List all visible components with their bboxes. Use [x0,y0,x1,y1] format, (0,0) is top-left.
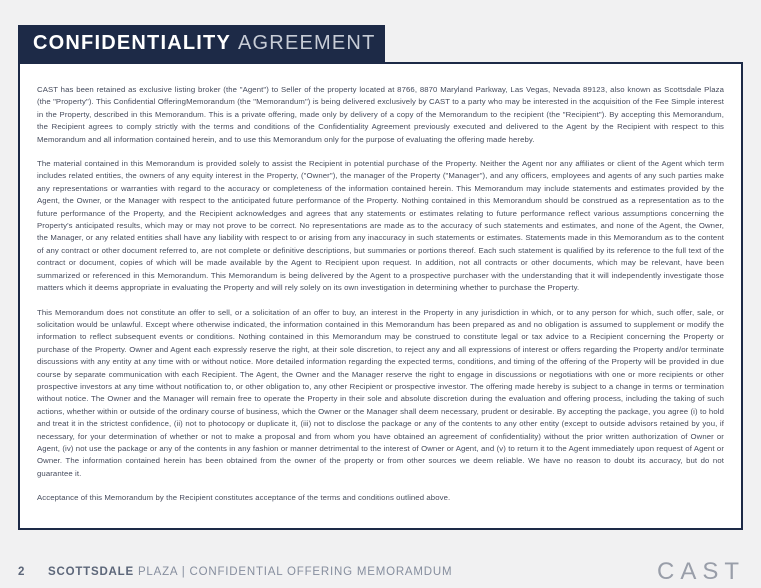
footer-document-subtitle: PLAZA | CONFIDENTIAL OFFERING MEMORAMDUM [133,566,453,578]
cast-logo: CAST [656,558,745,585]
agreement-paragraph-4: Acceptance of this Memorandum by the Recipient constitutes acceptance of the terms and conditions outlined above. [37,493,451,503]
page-number: 2 [18,566,25,578]
title-bold-text: CONFIDENTIALITY [33,32,231,54]
title-light-text: AGREEMENT [238,32,376,54]
agreement-paragraph-1: CAST has been retained as exclusive listing broker (the "Agent") to Seller of the property located at 8766, 8870 Maryland Parkway, Las Vegas, Nevada 89123, also known as Scottsdale Plaza (the "Property"). This Confidential OfferingMemorandum (the "Memorandum") is being delivered exclusively by CAST to a party who may be interested in the acquisition of the Fee Simple interest in the Property, described in this Memorandum. This is a private offering, made only by delivery of a copy of the Memorandum to the recipient (the "Recipient"). By accepting this Memorandum, the Recipient agrees to comply strictly with the terms and conditions of the Confidentiality Agreement previously executed and delivered to the Agent by the Recipient with respect to this Memorandum and all information contained herein, and to use this Memorandum only for the purpose of evaluating the offering made hereby. [37,85,724,144]
agreement-paragraph-2: The material contained in this Memorandum is provided solely to assist the Recipient in potential purchase of the Property. Neither the Agent nor any affiliates or client of the Agent which term includes related entities, the owners of any equity interest in the Property, ("Owner"), the manager of the Property ("Manager"), and any officers, employees and agents of any such parties make any representations or warranties with regard to the accuracy or completeness of the information contained herein. This Memorandum may include statements and estimates provided by the Agent, the Owner, or the Manager with respect to the anticipated future performance of the Property. Nothing contained in this Memorandum should be construed as a representation as to the future performance of the Property, and the Recipient acknowledges and agrees that any statements or estimates relating to future performance reflect various assumptions concerning the Property's anticipated results, which may or may not prove to be correct. No representations are made as to the accuracy of such statements and estimates, and none of the Agent, the Owner, the Manager, or any related entities shall have any liability with respect to or arising from any inaccuracy in such statements or estimates. Statements made in this Memorandum as to the content of any contract or other document referred to, are not complete or definitive descriptions, but summaries or portions thereof. Each such statement is qualified by its reference to the full text of the contract or document, copies of which will be made available by the Agent to Recipient upon request. In addition, not all contracts or other documents, which may be relevant, have been summarized or referenced in this Memorandum. This Memorandum is being delivered by the Agent to a prospective purchaser with the understanding that it will independently investigate those matters which it deems appropriate in evaluating the Property and will rely solely on its own investigation in determining whether to purchase the Property. [37,159,724,293]
page-footer [0,556,761,588]
footer-document-title [48,566,452,578]
footer-property-name: SCOTTSDALE [48,566,134,578]
agreement-paragraph-3: This Memorandum does not constitute an offer to sell, or a solicitation of an offer to buy, an interest in the Property in any jurisdiction in which, or to any person for which, such offer, sale, or solicitation would be unlawful. Except where otherwise indicated, the information contained in this Memorandum has been prepared as and no obligation is assumed to supplement or modify the information to reflect subsequent events or conditions. Nothing contained in this Memorandum may be construed to constitute legal or tax advice to a Recipient concerning the Property or purchase of the Property. Owner and Agent each expressly reserve the right, at their sole discretion, to reject any and all expressions of interest or offers regarding the Property and/or terminate discussions with any entity at any time with or without notice. More detailed information regarding the expected terms, conditions, and timing of the offering of the Property will be provided in due course by separate communication with each Recipient. The Agent, the Owner and the Manager reserve the right to engage in discussions or negotiations with one or more recipients or other prospective investors at any time without notification to, or other obligation to, any other Recipient or prospective investor. The offering made hereby is subject to a change in terms or termination without notice. The Owner and the Manager will remain free to operate the Property in their sole and absolute discretion during the evaluation and offering process, including the taking of such actions, whether within or outside of the ordinary course of business, which the Owner or the Manager shall deem necessary, prudent or desirable. By accepting the package, you agree (i) to hold and treat it in the strictest confidence, (ii) not to photocopy or duplicate it, (iii) not to disclose the package or any of the contents to any other entity (except to outside advisors retained by you, if necessary, for your determination of whether or not to make a proposal and from whom you have obtained an agreement of confidentiality) without the prior written authorization of Owner or Agent, (iv) not use the package or any of the contents in any fashion or manner detrimental to the interest of Owner or Agent, and (v) to return it to the Agent immediately upon request of Agent or Owner. The information contained herein has been obtained from the owner of the property or from other sources we deem reliable. We have no reason to doubt its accuracy, but do not guarantee it. [37,307,724,478]
confidentiality-agreement-title-bar [18,25,385,62]
agreement-text-box [18,62,743,530]
